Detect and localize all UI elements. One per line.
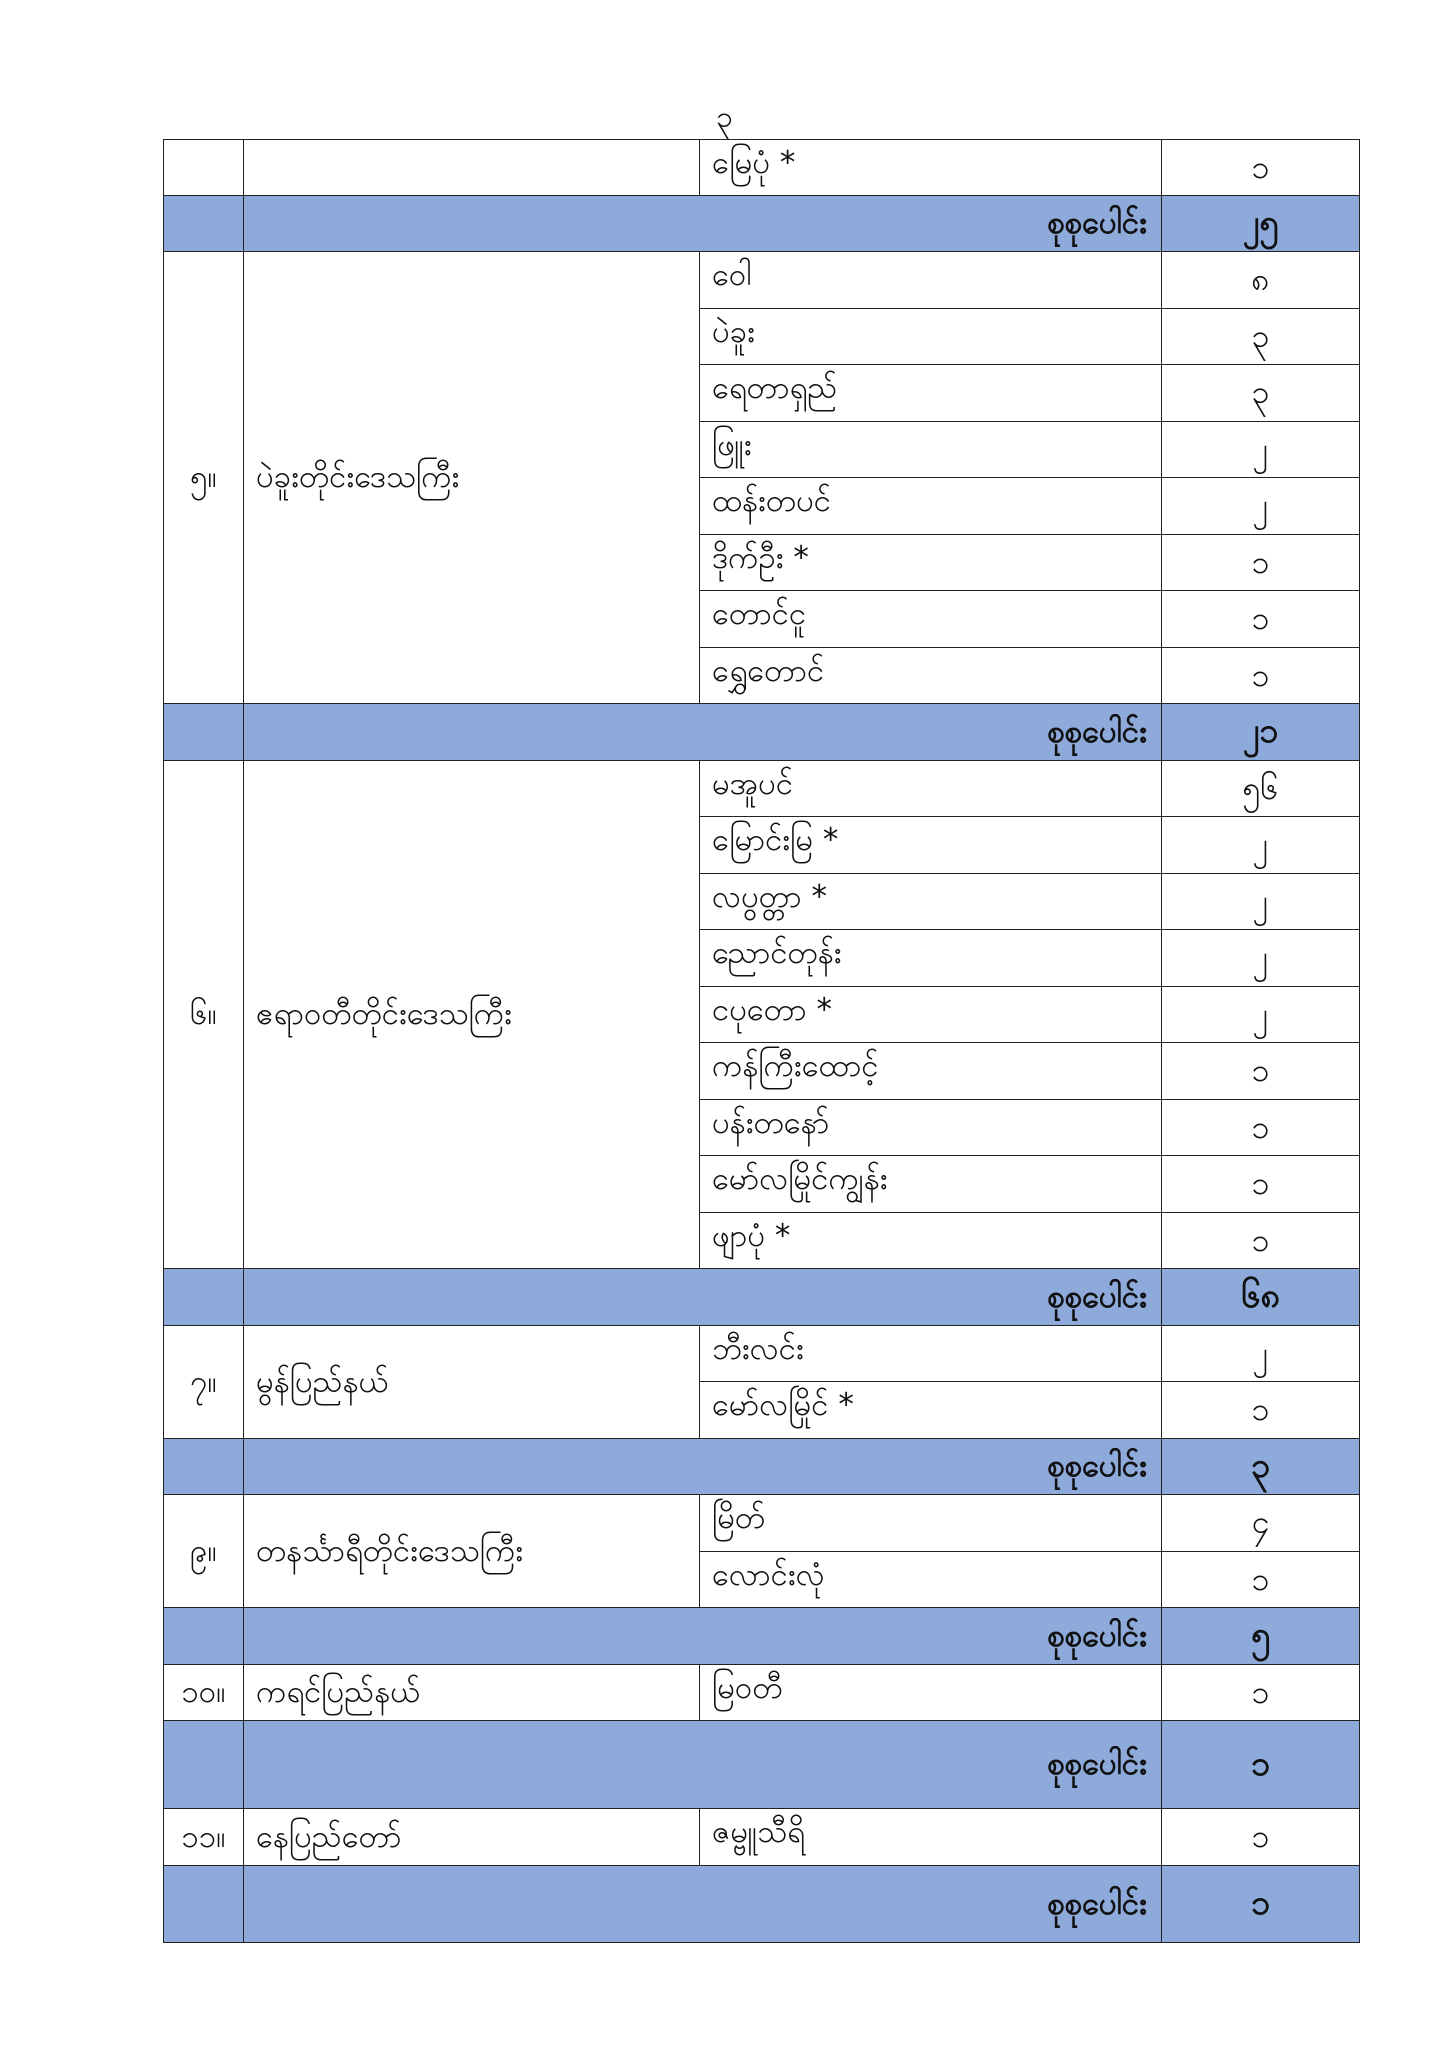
subtotal-row [164,1439,1360,1495]
subtotal-label: စုစုပေါင်း [244,196,1162,252]
township-name: မြောင်းမြ * [700,817,1162,874]
blank-cell [164,1721,244,1809]
township-count: ၂ [1162,874,1360,930]
blank-cell [164,1439,244,1495]
township-name: ညောင်တုန်း [700,930,1162,987]
township-count: ၁ [1162,1552,1360,1608]
subtotal-row [164,1866,1360,1943]
table-row [164,761,1360,817]
township-name: ထန်းတပင် [700,478,1162,535]
subtotal-value: ၆၈ [1162,1269,1360,1326]
township-count: ၂ [1162,478,1360,535]
blank-cell [164,196,244,252]
blank-cell [164,1269,244,1326]
table-row [164,1809,1360,1866]
township-count: ၄ [1162,1495,1360,1552]
township-name: မော်လမြိုင် * [700,1382,1162,1439]
township-name: ဘီးလင်း [700,1326,1162,1382]
township-name: ဒိုက်ဦး * [700,535,1162,591]
township-name: မြဝတီ [700,1665,1162,1721]
township-count: ၁ [1162,591,1360,648]
page-number: ၃ [716,100,733,135]
township-name: လပွတ္တာ * [700,874,1162,930]
blank-cell [164,704,244,761]
township-count: ၁ [1162,1665,1360,1721]
township-name: ရွှေတောင် [700,648,1162,704]
township-name: တောင်ငူ [700,591,1162,648]
subtotal-value: ၁ [1162,1721,1360,1809]
region-name: ကရင်ပြည်နယ် [244,1665,700,1721]
subtotal-value: ၁ [1162,1866,1360,1943]
township-count: ၂ [1162,1326,1360,1382]
township-name: ရေတာရှည် [700,365,1162,422]
township-count-table [163,139,1360,1943]
subtotal-value: ၅ [1162,1608,1360,1665]
township-name: ဖြူး [700,422,1162,478]
region-name: မွန်ပြည်နယ် [244,1326,700,1439]
township-count: ၅၆ [1162,761,1360,817]
subtotal-row [164,1269,1360,1326]
subtotal-label: စုစုပေါင်း [244,1269,1162,1326]
township-count: ၁ [1162,648,1360,704]
blank-cell [164,1866,244,1943]
subtotal-row [164,1721,1360,1809]
region-number [164,140,244,196]
township-count: ၃ [1162,365,1360,422]
township-count: ၂ [1162,422,1360,478]
table-row [164,1495,1360,1552]
subtotal-value: ၂၁ [1162,704,1360,761]
township-name: ကန်ကြီးထောင့် [700,1043,1162,1100]
region-number: ၁၁။ [164,1809,244,1866]
township-name: ပဲခူး [700,309,1162,365]
township-count: ၁ [1162,1213,1360,1269]
table-body [164,140,1360,1943]
subtotal-label: စုစုပေါင်း [244,1439,1162,1495]
township-count: ၂ [1162,817,1360,874]
region-number: ၆။ [164,761,244,1269]
township-name: မြိတ် [700,1495,1162,1552]
township-count: ၁ [1162,1382,1360,1439]
blank-cell [164,1608,244,1665]
township-name: ဇမ္ဗူသီရိ [700,1809,1162,1866]
subtotal-value: ၂၅ [1162,196,1360,252]
township-count: ၂ [1162,987,1360,1043]
region-number: ၅။ [164,252,244,704]
township-name: မော်လမြိုင်ကျွန်း [700,1156,1162,1213]
township-count: ၁ [1162,1100,1360,1156]
region-number: ၁၀။ [164,1665,244,1721]
region-name: တနင်္သာရီတိုင်းဒေသကြီး [244,1495,700,1608]
region-name: ဧရာဝတီတိုင်းဒေသကြီး [244,761,700,1269]
subtotal-row [164,1608,1360,1665]
subtotal-row [164,704,1360,761]
township-name: ဝေါ [700,252,1162,309]
township-name: လောင်းလုံ [700,1552,1162,1608]
region-number: ၉။ [164,1495,244,1608]
subtotal-label: စုစုပေါင်း [244,704,1162,761]
township-count: ၁ [1162,1809,1360,1866]
township-name: မအူပင် [700,761,1162,817]
township-name: မြေပုံ * [700,140,1162,196]
table-row [164,1665,1360,1721]
township-count: ၁ [1162,1043,1360,1100]
region-name: ပဲခူးတိုင်းဒေသကြီး [244,252,700,704]
township-name: ငပုတော * [700,987,1162,1043]
township-name: ပန်းတနော် [700,1100,1162,1156]
region-number: ၇။ [164,1326,244,1439]
table-row [164,1326,1360,1382]
subtotal-row [164,196,1360,252]
region-name: နေပြည်တော် [244,1809,700,1866]
subtotal-label: စုစုပေါင်း [244,1721,1162,1809]
subtotal-label: စုစုပေါင်း [244,1608,1162,1665]
township-count: ၁ [1162,535,1360,591]
township-count: ၂ [1162,930,1360,987]
township-count: ၈ [1162,252,1360,309]
table-row [164,252,1360,309]
region-name [244,140,700,196]
township-count: ၁ [1162,1156,1360,1213]
table-row [164,140,1360,196]
township-count: ၃ [1162,309,1360,365]
subtotal-label: စုစုပေါင်း [244,1866,1162,1943]
subtotal-value: ၃ [1162,1439,1360,1495]
township-count: ၁ [1162,140,1360,196]
township-name: ဖျာပုံ * [700,1213,1162,1269]
